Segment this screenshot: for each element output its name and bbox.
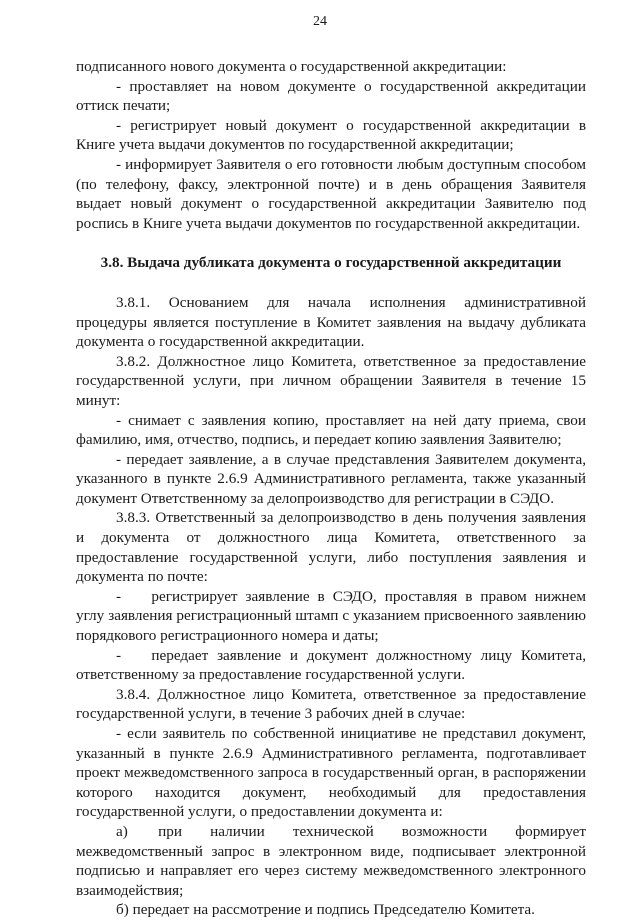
paragraph: 3.8.1. Основанием для начала исполнения административной процедуры является поступление в Комитет заявления на выдачу дубликата документа о государственной аккредитации. [76,293,586,351]
paragraph: 3.8.3. Ответственный за делопроизводство в день получения заявления и документа от должностного лица Комитета, ответственного за предоставление государственной услуги, либо поступления заявления и документа по почте: [76,509,586,586]
paragraph: 3.8.2. Должностное лицо Комитета, ответственное за предоставление государственной услуги, при личном обращении Заявителя в течение 15 минут: [76,352,586,409]
list-item: б) передает на рассмотрение и подпись Председателю Комитета. [116,901,535,919]
list-item: - передает заявление, а в случае представления Заявителем документа, указанного в пункте 2.6.9 Административного регламента, также указанный документ Ответственному за делопроизводство для регистрации в СЭДО. [76,450,586,507]
paragraph: подписанного нового документа о государственной аккредитации: [76,58,507,75]
list-item: - регистрирует новый документ о государственной аккредитации в Книге учета выдачи документов по государственной аккредитации; [76,116,586,154]
list-item: - информирует Заявителя о его готовности любым доступным способом (по телефону, факсу, электронной почте) и в день обращения Заявителя выдает новый документ о государственной аккредитации Заявителю под роспись в Книге учета выдачи документов по государственной аккредитации. [76,155,586,232]
list-item: - проставляет на новом документе о государственной аккредитации оттиск печати; [76,77,586,115]
list-item: а) при наличии технической возможности формирует межведомственный запрос в электронном виде, подписывает электронной подписью и направляет его через систему межведомственного электронного взаимодействия; [76,822,586,899]
page-number: 24 [313,14,327,29]
list-item: - передает заявление и документ должностному лицу Комитета, ответственному за предоставление государственной услуги. [76,646,586,684]
list-item: - регистрирует заявление в СЭДО, проставляя в правом нижнем углу заявления регистрационный штамп с указанием присвоенного заявлению порядкового регистрационного номера и даты; [76,587,586,645]
section-heading: 3.8. Выдача дубликата документа о государственной аккредитации [100,254,562,272]
paragraph: 3.8.4. Должностное лицо Комитета, ответственное за предоставление государственной услуги, в течение 3 рабочих дней в случае: [76,685,586,723]
document-body [76,57,586,920]
list-item: - снимает с заявления копию, проставляет на ней дату приема, свои фамилию, имя, отчество, подпись, и передает копию заявления Заявителю; [76,411,586,449]
list-item: - если заявитель по собственной инициативе не представил документ, указанный в пункте 2.6.9 Административного регламента, подготавливает проект межведомственного запроса в государственный орган, в распоряжении которого находится документ, необходимый для предоставления государственной услуги, о предоставлении документа и: [76,725,586,821]
